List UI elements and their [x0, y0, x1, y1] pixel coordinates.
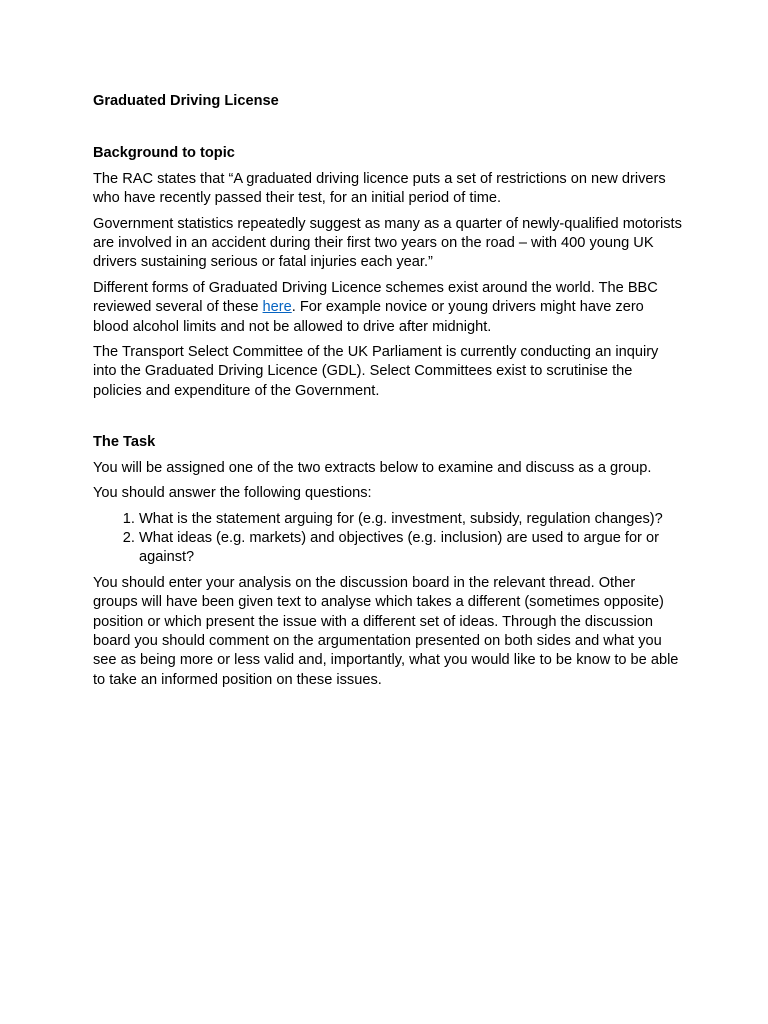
background-paragraph-4: The Transport Select Committee of the UK Parliament is currently conducting an inquiry into the Graduated Driving Licence (GDL). Select Committees exist to scrutinise the policies and expenditure of the Government.	[93, 344, 659, 399]
task-paragraph-1: You will be assigned one of the two extracts below to examine and discuss as a group.	[93, 459, 652, 476]
document-title: Graduated Driving License	[93, 93, 279, 109]
background-paragraph-3-start: Different forms of Graduated Driving Licence schemes exist around the world. The BBC reviewed several of these	[93, 279, 658, 316]
questions-list	[93, 510, 683, 568]
bbc-here-link[interactable]: here	[262, 299, 292, 316]
background-paragraph-1: The RAC states that “A graduated driving licence puts a set of restrictions on new drivers who have recently passed their test, for an initial period of time.	[93, 170, 666, 207]
background-paragraph-2: Government statistics repeatedly suggest as many as a quarter of newly-qualified motorists are involved in an accident during their first two years on the road – with 400 young UK drivers sustaining serious or fatal injuries each year.”	[93, 215, 682, 271]
task-paragraph-3: You should enter your analysis on the discussion board in the relevant thread. Other groups will have been given text to analyse which takes a different (sometimes opposite) position or which present the issue with a different set of ideas. Through the discussion board you should comment on the argumentation presented on both sides and what you see as being more or less valid and, importantly, what you would like to be know to be able to take an informed position on these issues.	[93, 574, 679, 688]
background-paragraph-3	[93, 279, 683, 337]
question-item-2: 2. What ideas (e.g. markets) and objectives (e.g. inclusion) are used to argue for or against?	[139, 529, 683, 568]
background-paragraph-3-end: . For example novice or young drivers might have zero blood alcohol limits and not be allowed to drive after midnight.	[93, 299, 644, 335]
document-page	[93, 92, 683, 696]
background-heading: Background to topic	[93, 145, 235, 162]
task-paragraph-2: You should answer the following questions:	[93, 485, 372, 502]
task-heading: The Task	[93, 434, 156, 451]
question-item-1: 1. What is the statement arguing for (e.g. investment, subsidy, regulation changes)?	[139, 510, 683, 529]
